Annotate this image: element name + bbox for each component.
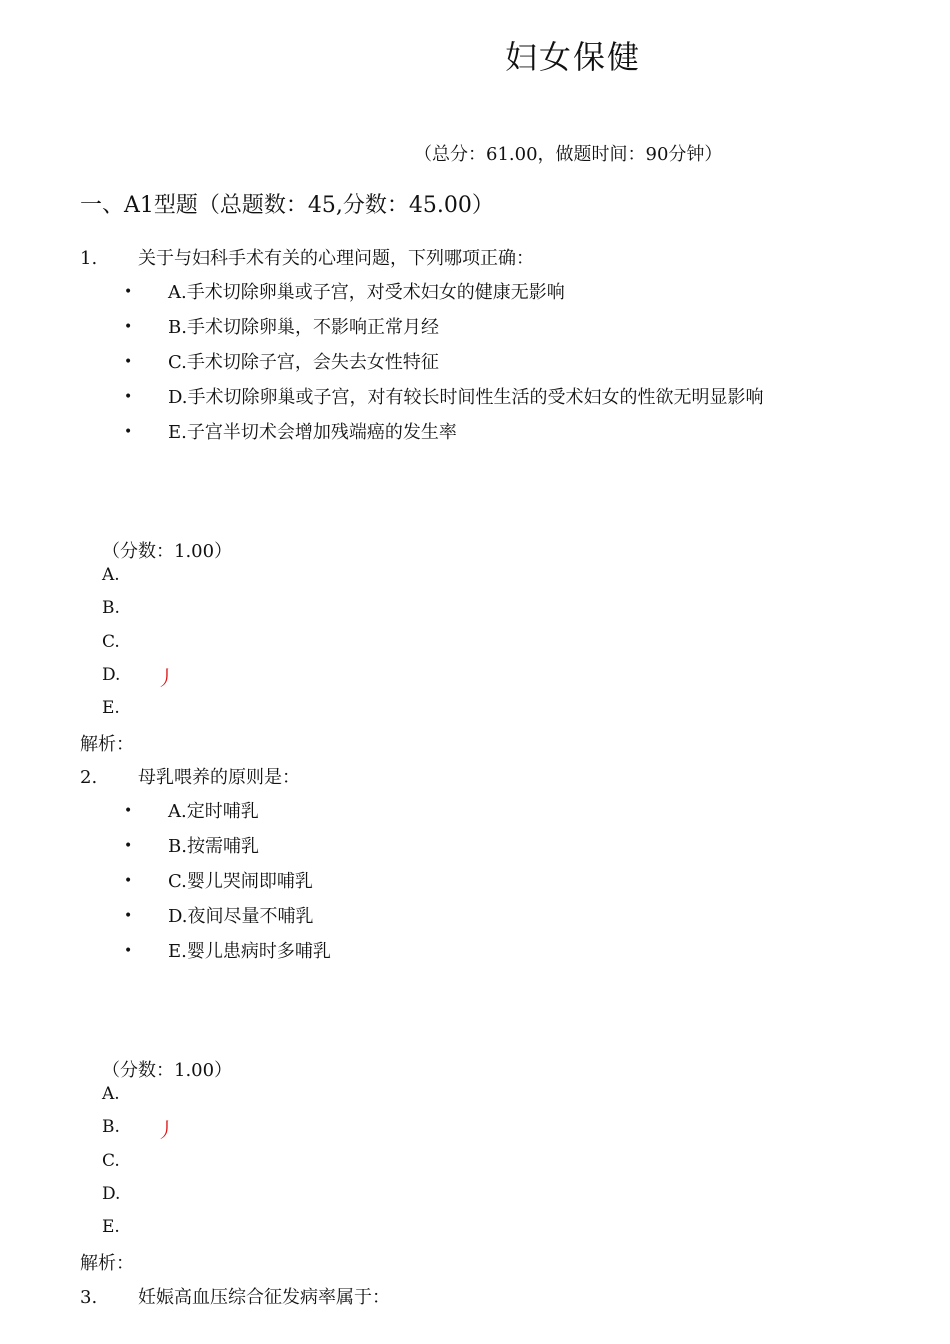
- bullet-icon: •: [124, 284, 133, 300]
- option-item: [124, 902, 314, 928]
- answer-option-c: [102, 1151, 120, 1171]
- question-number: 3.: [80, 1287, 98, 1308]
- option-item: [124, 867, 313, 893]
- analysis-label: 解析：: [80, 734, 134, 755]
- answer-option-c: [102, 632, 120, 652]
- question-1: [80, 244, 534, 270]
- question-text: 母乳喂养的原则是：: [138, 767, 300, 788]
- answer-letter: B.: [102, 598, 120, 618]
- option-text: A.定时哺乳: [168, 801, 259, 822]
- document-subtitle: （总分：61.00，做题时间：90分钟）: [414, 144, 723, 165]
- answer-letter: B.: [102, 1117, 120, 1137]
- question-number: 1.: [80, 248, 98, 269]
- bullet-icon: •: [124, 838, 133, 854]
- answer-letter: E.: [102, 698, 120, 718]
- answer-option-e: [102, 1217, 120, 1237]
- answer-option-e: [102, 698, 120, 718]
- bullet-icon: •: [124, 943, 133, 959]
- option-item: [124, 797, 259, 823]
- question-3: [80, 1283, 390, 1309]
- answer-option-b: [102, 1117, 176, 1142]
- correct-check-icon: 丿: [156, 1118, 176, 1142]
- option-text: A.手术切除卵巢或子宫，对受术妇女的健康无影响: [168, 282, 565, 303]
- option-item: [124, 937, 331, 963]
- question-number: 2.: [80, 767, 98, 788]
- answer-letter: D.: [102, 1184, 121, 1204]
- bullet-icon: •: [124, 908, 133, 924]
- answer-option-b: [102, 598, 120, 618]
- answer-letter: C.: [102, 632, 120, 652]
- answer-letter: E.: [102, 1217, 120, 1237]
- answer-option-d: [102, 665, 176, 690]
- option-item: [124, 278, 565, 304]
- option-text: D.夜间尽量不哺乳: [168, 906, 314, 927]
- bullet-icon: •: [124, 873, 133, 889]
- option-text: D.手术切除卵巢或子宫，对有较长时间性生活的受术妇女的性欲无明显影响: [168, 387, 764, 408]
- answer-option-a: [102, 1084, 120, 1104]
- option-item: [124, 832, 259, 858]
- question-text: 妊娠高血压综合征发病率属于：: [138, 1287, 390, 1308]
- option-text: B.按需哺乳: [168, 836, 259, 857]
- option-item: [124, 383, 764, 409]
- analysis-label: 解析：: [80, 1253, 134, 1274]
- option-text: C.婴儿哭闹即哺乳: [168, 871, 313, 892]
- document-title: 妇女保健: [505, 38, 642, 76]
- answer-letter: C.: [102, 1151, 120, 1171]
- question-score: （分数：1.00）: [102, 541, 233, 562]
- bullet-icon: •: [124, 424, 133, 440]
- option-item: [124, 348, 439, 374]
- bullet-icon: •: [124, 803, 133, 819]
- answer-letter: A.: [102, 565, 120, 585]
- correct-check-icon: 丿: [156, 666, 176, 690]
- answer-letter: D.: [102, 665, 121, 685]
- question-score: （分数：1.00）: [102, 1060, 233, 1081]
- bullet-icon: •: [124, 319, 133, 335]
- option-text: E.婴儿患病时多哺乳: [168, 941, 331, 962]
- option-text: C.手术切除子宫，会失去女性特征: [168, 352, 439, 373]
- option-text: B.手术切除卵巢，不影响正常月经: [168, 317, 439, 338]
- answer-option-d: [102, 1184, 120, 1204]
- bullet-icon: •: [124, 354, 133, 370]
- option-item: [124, 418, 457, 444]
- question-text: 关于与妇科手术有关的心理问题，下列哪项正确：: [138, 248, 534, 269]
- question-2: [80, 763, 300, 789]
- option-text: E.子宫半切术会增加残端癌的发生率: [168, 422, 457, 443]
- option-item: [124, 313, 439, 339]
- bullet-icon: •: [124, 389, 133, 405]
- answer-letter: A.: [102, 1084, 120, 1104]
- section-heading: 一、A1型题（总题数：45,分数：45.00）: [80, 193, 494, 218]
- answer-option-a: [102, 565, 120, 585]
